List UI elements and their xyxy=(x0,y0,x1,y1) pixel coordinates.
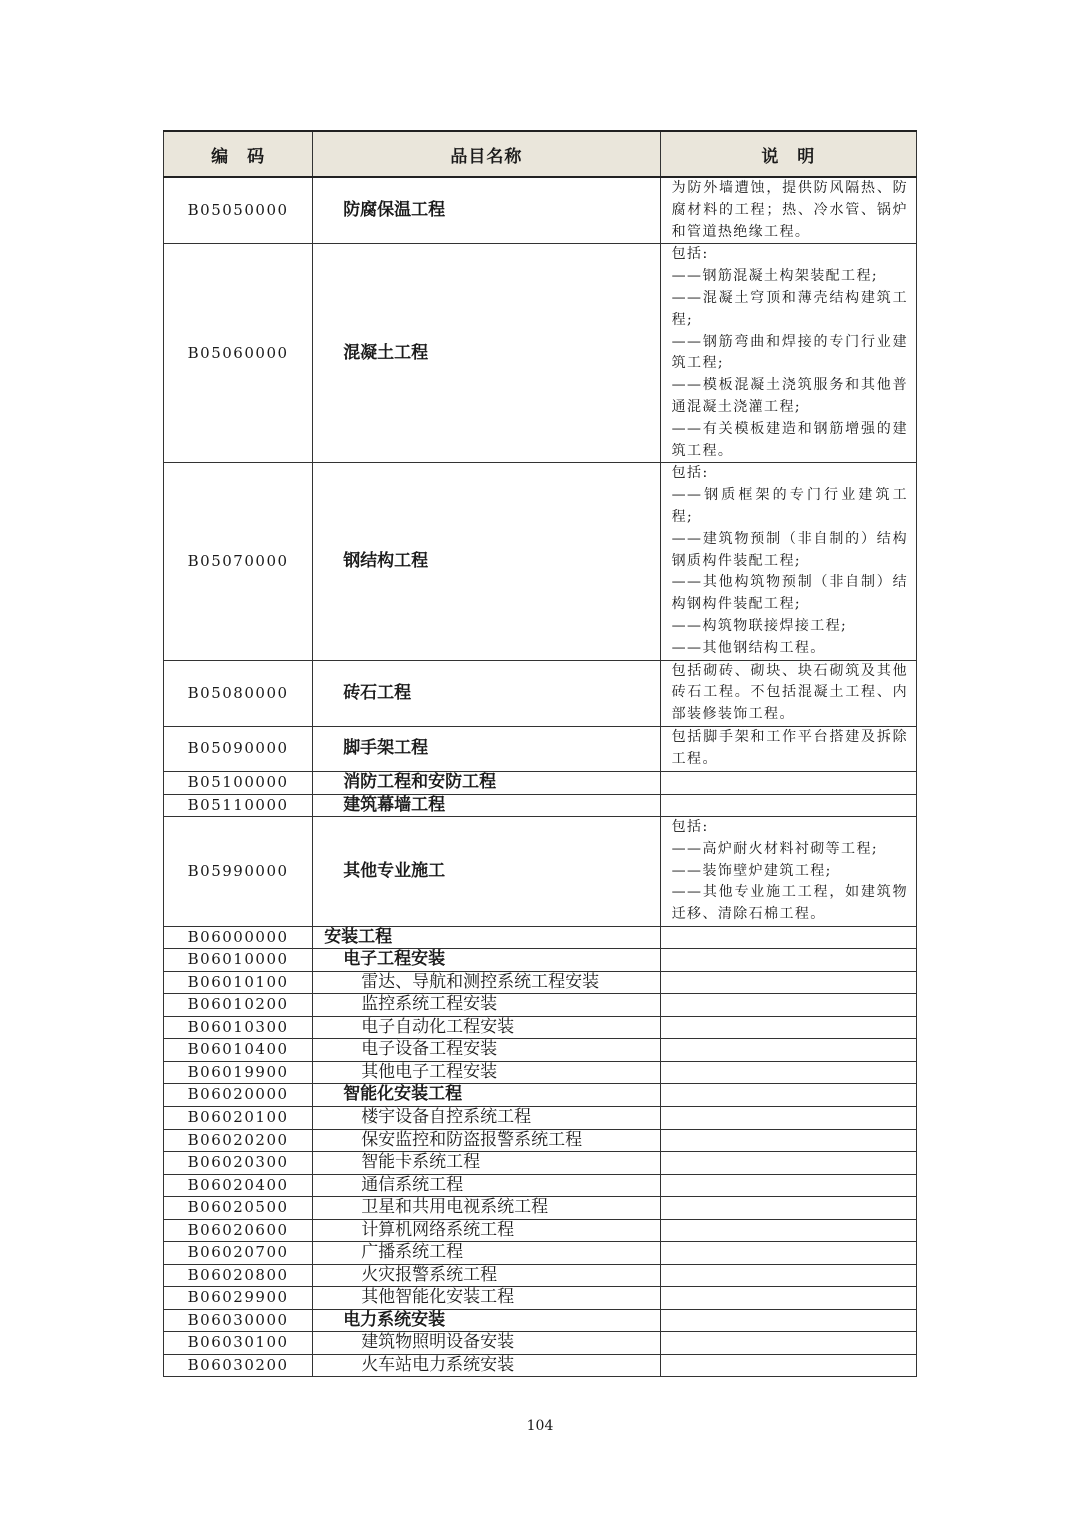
item-code: B06020300 xyxy=(164,1151,313,1174)
item-code: B05100000 xyxy=(164,771,313,794)
table-row xyxy=(164,1151,917,1174)
description-line: ——其他专业施工工程，如建筑物迁移、清除石棉工程。 xyxy=(671,884,908,923)
item-name: 监控系统工程安装 xyxy=(313,993,660,1016)
item-name: 火灾报警系统工程 xyxy=(313,1264,660,1286)
table-row xyxy=(164,971,917,993)
item-description xyxy=(660,1083,916,1106)
item-description xyxy=(660,771,916,794)
item-description xyxy=(660,1354,916,1376)
item-description xyxy=(660,1038,916,1061)
table-row xyxy=(164,926,917,948)
item-description xyxy=(660,948,916,971)
item-code: B06019900 xyxy=(164,1061,313,1083)
item-description xyxy=(660,1241,916,1264)
item-name: 脚手架工程 xyxy=(313,726,660,771)
item-description xyxy=(660,1106,916,1129)
item-code: B05090000 xyxy=(164,726,313,771)
item-description xyxy=(660,926,916,948)
table-row xyxy=(164,660,917,726)
table-row xyxy=(164,794,917,816)
item-code: B05070000 xyxy=(164,463,313,660)
item-code: B06010100 xyxy=(164,971,313,993)
item-code: B05990000 xyxy=(164,816,313,926)
item-description xyxy=(660,794,916,816)
item-description xyxy=(660,177,916,244)
item-name: 钢结构工程 xyxy=(313,463,660,660)
table-row xyxy=(164,816,917,926)
description-line: 包括脚手架和工作平台搭建及拆除工程。 xyxy=(671,729,908,767)
item-description xyxy=(660,1219,916,1241)
item-description xyxy=(660,244,916,463)
item-name: 建筑幕墙工程 xyxy=(313,794,660,816)
item-name: 电子设备工程安装 xyxy=(313,1038,660,1061)
table-row xyxy=(164,1219,917,1241)
item-description xyxy=(660,1264,916,1286)
table-row xyxy=(164,771,917,794)
table-row xyxy=(164,244,917,463)
item-name: 混凝土工程 xyxy=(313,244,660,463)
header-code: 编 码 xyxy=(164,131,313,177)
item-name: 电子工程安装 xyxy=(313,948,660,971)
description-line: ——模板混凝土浇筑服务和其他普通混凝土浇灌工程; xyxy=(671,377,908,415)
item-name: 楼宇设备自控系统工程 xyxy=(313,1106,660,1129)
item-description xyxy=(660,463,916,660)
item-code: B05050000 xyxy=(164,177,313,244)
item-name: 电力系统安装 xyxy=(313,1309,660,1331)
description-line: ——建筑物预制（非自制的）结构钢质构件装配工程; xyxy=(671,530,908,569)
table-body xyxy=(164,177,917,1376)
table-row xyxy=(164,1196,917,1219)
item-code: B06000000 xyxy=(164,926,313,948)
description-line: ——钢筋混凝土构架装配工程; xyxy=(671,268,878,285)
catalog-table xyxy=(163,130,917,1377)
item-code: B06020400 xyxy=(164,1174,313,1196)
table-row xyxy=(164,1174,917,1196)
item-name: 其他专业施工 xyxy=(313,816,660,926)
item-code: B06020700 xyxy=(164,1241,313,1264)
item-description xyxy=(660,1331,916,1354)
description-line: ——钢筋弯曲和焊接的专门行业建筑工程; xyxy=(671,333,908,372)
table-row xyxy=(164,1241,917,1264)
item-description xyxy=(660,816,916,926)
item-description xyxy=(660,1286,916,1309)
description-line: 包括砌砖、砌块、块石砌筑及其他砖石工程。不包括混凝土工程、内部装修装饰工程。 xyxy=(671,662,908,723)
description-line: 为防外墙遭蚀，提供防风隔热、防腐材料的工程；热、冷水管、锅炉和管道热绝缘工程。 xyxy=(671,180,908,240)
table-row xyxy=(164,463,917,660)
table-row xyxy=(164,1331,917,1354)
item-name: 火车站电力系统安装 xyxy=(313,1354,660,1376)
item-name: 智能化安装工程 xyxy=(313,1083,660,1106)
item-name: 广播系统工程 xyxy=(313,1241,660,1264)
item-name: 保安监控和防盗报警系统工程 xyxy=(313,1129,660,1151)
item-name: 安装工程 xyxy=(313,926,660,948)
table-row xyxy=(164,726,917,771)
item-code: B06030200 xyxy=(164,1354,313,1376)
item-code: B06020600 xyxy=(164,1219,313,1241)
header-name: 品目名称 xyxy=(313,131,660,177)
item-description xyxy=(660,1174,916,1196)
item-code: B06030000 xyxy=(164,1309,313,1331)
table-row xyxy=(164,1016,917,1038)
table-row xyxy=(164,177,917,244)
item-code: B06029900 xyxy=(164,1286,313,1309)
description-line: ——钢质框架的专门行业建筑工程; xyxy=(671,487,908,525)
description-line: ——混凝土穹顶和薄壳结构建筑工程; xyxy=(671,290,908,328)
item-description xyxy=(660,971,916,993)
table-row xyxy=(164,1286,917,1309)
item-code: B06010300 xyxy=(164,1016,313,1038)
item-description xyxy=(660,1129,916,1151)
description-line: ——构筑物联接焊接工程; xyxy=(671,617,848,634)
table-row xyxy=(164,1106,917,1129)
description-line: ——有关模板建造和钢筋增强的建筑工程。 xyxy=(671,420,908,459)
item-code: B06010400 xyxy=(164,1038,313,1061)
table-row xyxy=(164,993,917,1016)
item-name: 砖石工程 xyxy=(313,660,660,726)
table-row xyxy=(164,948,917,971)
item-description xyxy=(660,726,916,771)
table-row xyxy=(164,1061,917,1083)
table-row xyxy=(164,1309,917,1331)
description-line: 包括: xyxy=(671,465,709,482)
item-code: B06020500 xyxy=(164,1196,313,1219)
item-code: B06030100 xyxy=(164,1331,313,1354)
item-description xyxy=(660,1196,916,1219)
item-code: B06010000 xyxy=(164,948,313,971)
item-description xyxy=(660,993,916,1016)
table-row xyxy=(164,1129,917,1151)
item-name: 通信系统工程 xyxy=(313,1174,660,1196)
item-description xyxy=(660,660,916,726)
item-code: B06020000 xyxy=(164,1083,313,1106)
item-name: 建筑物照明设备安装 xyxy=(313,1331,660,1354)
description-line: ——其他钢结构工程。 xyxy=(671,639,826,656)
item-code: B06020200 xyxy=(164,1129,313,1151)
item-name: 防腐保温工程 xyxy=(313,177,660,244)
item-code: B05110000 xyxy=(164,794,313,816)
item-code: B06010200 xyxy=(164,993,313,1016)
item-code: B06020800 xyxy=(164,1264,313,1286)
table-header-row xyxy=(164,131,917,177)
item-description xyxy=(660,1309,916,1331)
item-name: 其他电子工程安装 xyxy=(313,1061,660,1083)
item-description xyxy=(660,1151,916,1174)
item-name: 智能卡系统工程 xyxy=(313,1151,660,1174)
page-number: 104 xyxy=(526,1418,554,1434)
item-code: B05060000 xyxy=(164,244,313,463)
item-name: 消防工程和安防工程 xyxy=(313,771,660,794)
description-line: ——其他构筑物预制（非自制）结构钢构件装配工程; xyxy=(671,574,908,613)
table-row xyxy=(164,1083,917,1106)
table-row xyxy=(164,1264,917,1286)
description-line: 包括: xyxy=(671,818,709,835)
item-description xyxy=(660,1016,916,1038)
item-name: 雷达、导航和测控系统工程安装 xyxy=(313,971,660,993)
description-line: 包括: xyxy=(671,246,709,263)
item-description xyxy=(660,1061,916,1083)
item-name: 卫星和共用电视系统工程 xyxy=(313,1196,660,1219)
table-row xyxy=(164,1038,917,1061)
item-name: 电子自动化工程安装 xyxy=(313,1016,660,1038)
description-line: ——装饰壁炉建筑工程; xyxy=(671,862,832,879)
item-name: 其他智能化安装工程 xyxy=(313,1286,660,1309)
item-code: B06020100 xyxy=(164,1106,313,1129)
table-row xyxy=(164,1354,917,1376)
item-code: B05080000 xyxy=(164,660,313,726)
header-desc: 说 明 xyxy=(660,131,916,177)
description-line: ——高炉耐火材料衬砌等工程; xyxy=(671,840,878,857)
item-name: 计算机网络系统工程 xyxy=(313,1219,660,1241)
